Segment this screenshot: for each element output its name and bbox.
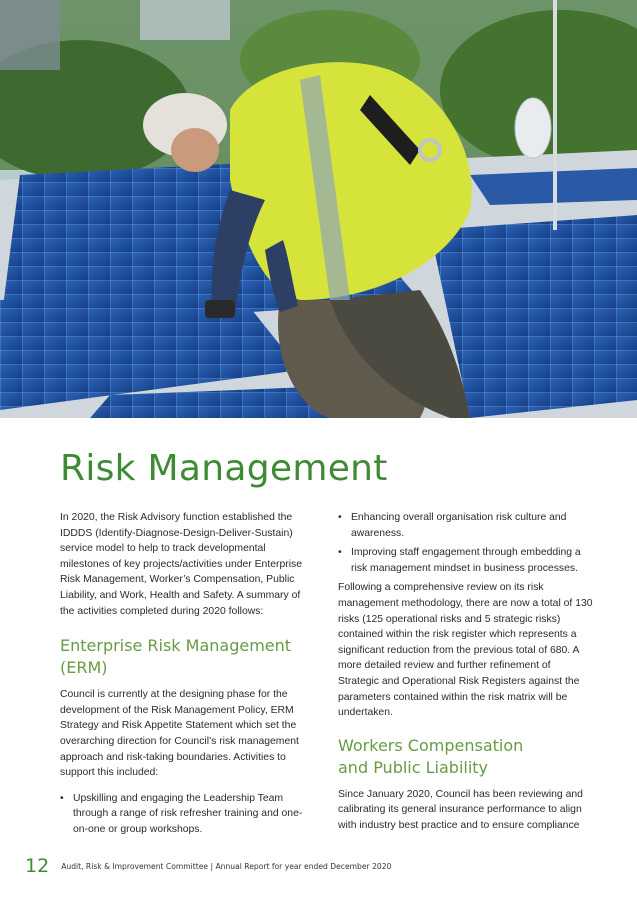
erm-heading-line2: (ERM) bbox=[60, 658, 108, 678]
intro-paragraph: In 2020, the Risk Advisory function established the IDDDS (Identify-Diagnose-Design-Deliver-Sustain) service model to help to track developmental milestones of key projects/activities under Enterprise Risk Management, Worker’s Compensation, Public Liability, and Work, Health and Safety. A summary of the activities completed during 2020 follows: bbox=[60, 512, 302, 617]
list-item: • Improving staff engagement through embedding a risk management mindset in business processes. bbox=[338, 545, 593, 576]
solar-installer-photo-icon bbox=[0, 0, 637, 418]
page-number: 12 bbox=[25, 855, 50, 877]
erm-bullet-list bbox=[60, 791, 315, 838]
erm-body: Council is currently at the designing phase for the development of the Risk Management Policy, ERM Strategy and Risk Appetite Statement which set the overarching direction for Council’s risk management approach and risk-taking boundaries. Activities to support this included: bbox=[60, 689, 299, 779]
left-column bbox=[60, 510, 315, 838]
erm-bullet-list-continued bbox=[338, 510, 593, 576]
page-footer bbox=[25, 854, 391, 878]
footer-text: Audit, Risk & Improvement Committee | Annual Report for year ended December 2020 bbox=[61, 861, 392, 871]
workers-body: Since January 2020, Council has been reviewing and calibrating its general insurance performance to align with industry best practice and to ensure compliance bbox=[338, 788, 583, 831]
hero-photo bbox=[0, 0, 637, 418]
workers-heading-line1: Workers Compensation bbox=[338, 735, 524, 755]
page-title: Risk Management bbox=[60, 448, 388, 489]
right-column bbox=[338, 510, 593, 834]
list-item: • Upskilling and engaging the Leadership Team through a range of risk refresher training and one-on-one or group workshops. bbox=[60, 791, 315, 838]
list-item: • Enhancing overall organisation risk culture and awareness. bbox=[338, 510, 593, 541]
risk-review-paragraph: Following a comprehensive review on its risk management methodology, there are now a total of 130 risks (125 operational risks and 5 strategic risks) contained within the risk register which represents a significant reduction from the previous total of 680. A more detailed review and further refinement of Strategic and Operational Risk Registers against the parameters contained within the risk matrix will be undertaken. bbox=[338, 582, 593, 719]
erm-heading-line1: Enterprise Risk Management bbox=[60, 636, 292, 656]
workers-heading bbox=[338, 735, 593, 779]
workers-heading-line2: and Public Liability bbox=[338, 757, 489, 777]
erm-heading bbox=[60, 635, 315, 679]
